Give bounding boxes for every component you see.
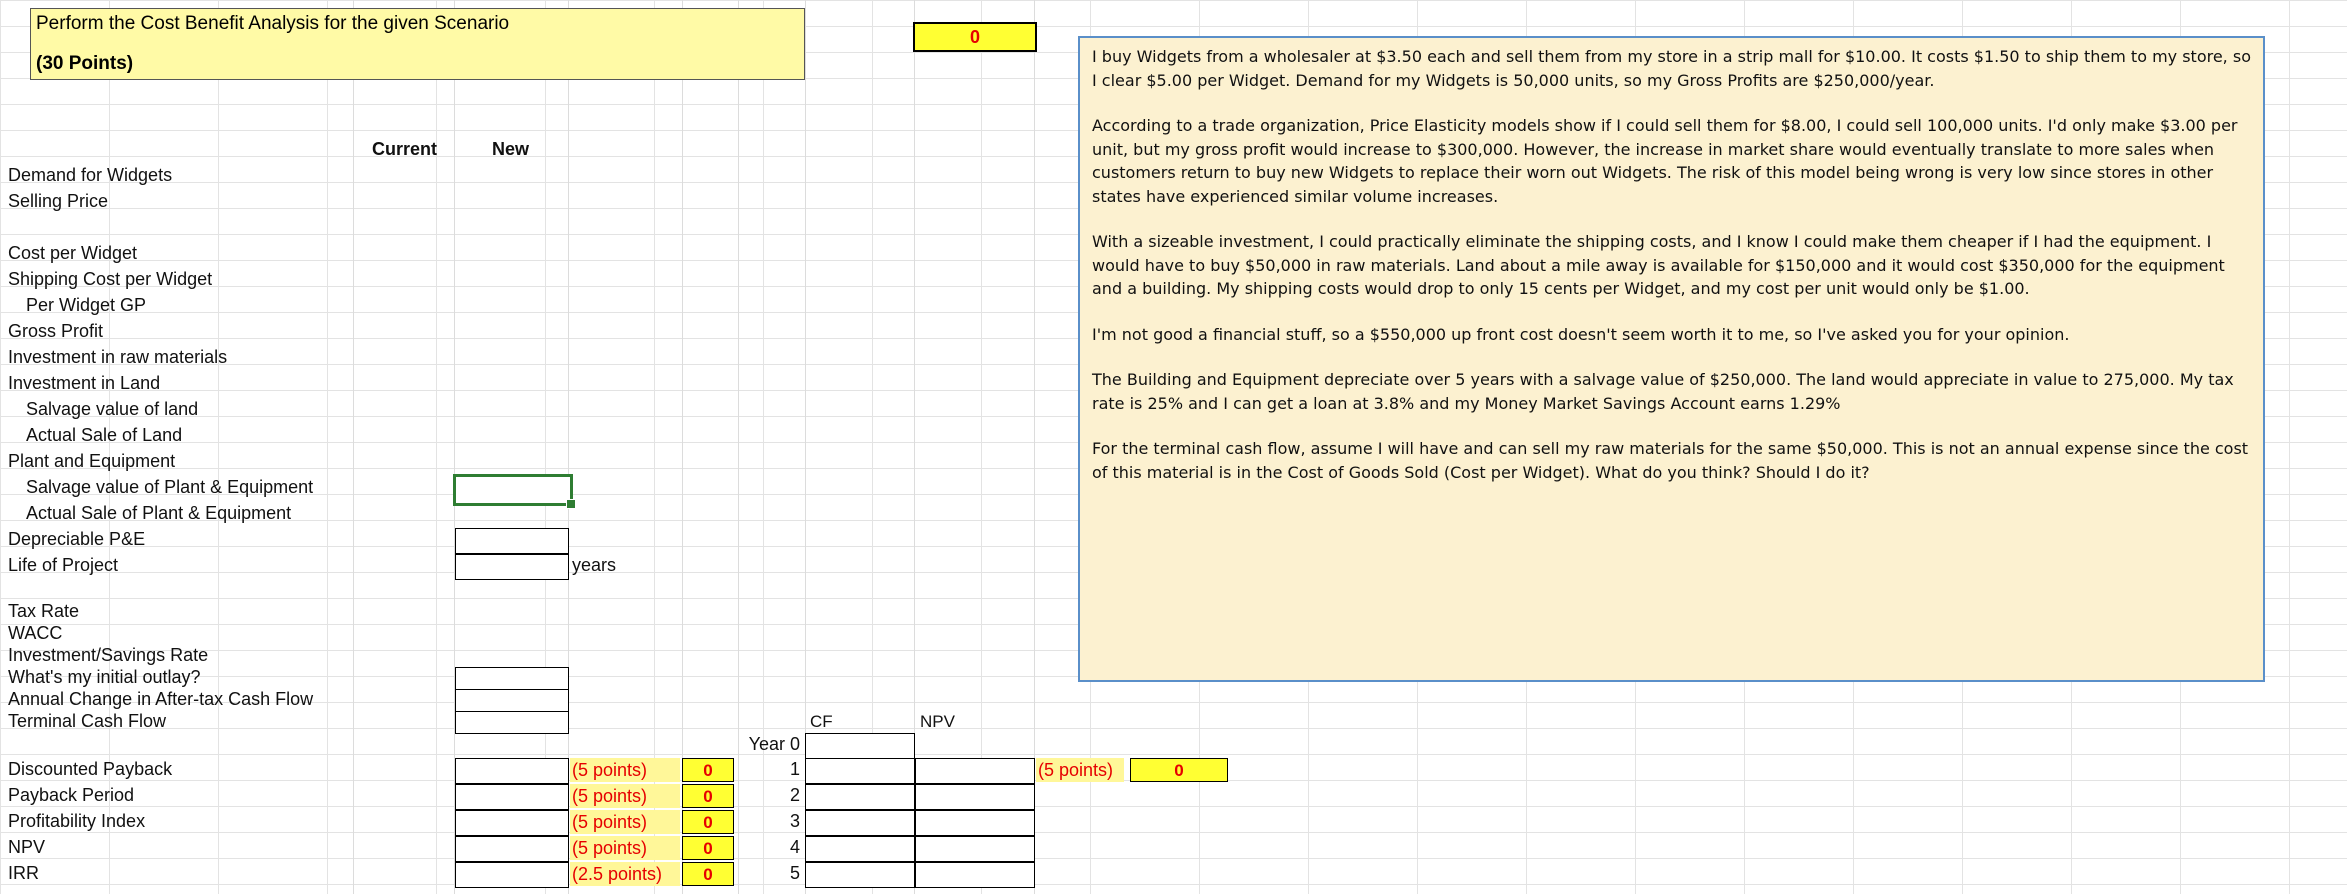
scenario-paragraph: For the terminal cash flow, assume I will have and can sell my raw materials for the same $50,000. This is not an annual expense since the cost of this material is in the Cost of Goods Sold (Cost per Widget). What do you think? Should I do it? [1092,439,2249,482]
metric-points-label: (5 points) [570,810,680,834]
input-cell-initial-outlay[interactable] [455,667,569,690]
scenario-text-box[interactable] [1078,36,2265,682]
year-number: 3 [789,811,800,831]
year-number: 4 [789,837,800,857]
total-score-cell[interactable]: 0 [913,22,1037,52]
years-unit-label: years [572,555,617,575]
input-cell-annual-change[interactable] [455,689,569,712]
metric-points-label: (5 points) [570,758,680,782]
column-header-current: Current [372,139,438,159]
metric-label[interactable]: Discounted Payback [8,759,173,779]
scenario-paragraph: I buy Widgets from a wholesaler at $3.50 each and sell them from my store in a strip mall for $10.00. It costs $1.50 to ship them to my store, so I clear $5.00 per Widget. Demand for my Widgets is 50,000 units, so my Gross Profits are $250,000/year. [1092,47,2251,90]
row-label-investment-raw[interactable]: Investment in raw materials [8,347,228,367]
year-number: 5 [789,863,800,883]
metric-score-cell[interactable]: 0 [682,836,734,860]
row-label-tax-rate[interactable]: Tax Rate [8,601,80,621]
year-number: 2 [789,785,800,805]
cf-cell[interactable] [805,810,915,836]
fill-handle[interactable] [566,499,576,509]
row-label-annual-change[interactable]: Annual Change in After-tax Cash Flow [8,689,314,709]
row-label-salvage-land[interactable]: Salvage value of land [26,399,199,419]
npv-cell[interactable] [915,784,1035,810]
column-header-new: New [492,139,530,159]
row-label-gross-profit[interactable]: Gross Profit [8,321,104,341]
metric-input-cell[interactable] [455,784,569,810]
metric-score-cell[interactable]: 0 [682,862,734,886]
npv-cell[interactable] [915,758,1035,784]
row-label-cost-per-widget[interactable]: Cost per Widget [8,243,138,263]
row-label-terminal-cf[interactable]: Terminal Cash Flow [8,711,167,731]
grid-line [738,0,739,894]
selected-cell[interactable] [453,474,573,506]
metric-score-cell[interactable]: 0 [682,810,734,834]
metric-label[interactable]: Payback Period [8,785,135,805]
npv-cell[interactable] [915,862,1035,888]
input-cell-depreciable-pe[interactable] [455,528,569,554]
grid-line [353,0,354,894]
scenario-paragraph: I'm not good a financial stuff, so a $550,000 up front cost doesn't seem worth it to me, so I've asked you for your opinion. [1092,324,2070,344]
row-label-investment-land[interactable]: Investment in Land [8,373,161,393]
metric-score-cell[interactable]: 0 [682,784,734,808]
input-cell-life-project[interactable] [455,554,569,580]
title-text: Perform the Cost Benefit Analysis for the given Scenario [36,13,510,34]
metric-label[interactable]: IRR [8,863,39,883]
scenario-paragraph: According to a trade organization, Price Elasticity models show if I could sell them for $8.00, I could sell 100,000 units. I'd only make $3.00 per unit, but my gross profit would increase to $300,000. However, the increase in market share would eventually translate to more sales when customers return to buy new Widgets to replace their worn out Widgets. The risk of this model being wrong is very low since stores in other states have experienced similar volume increases. [1092,116,2238,206]
row-label-salvage-pe[interactable]: Salvage value of Plant & Equipment [26,477,314,497]
metric-label[interactable]: NPV [8,837,46,857]
year-0-label: Year 0 [748,734,800,754]
year-number: 1 [789,759,800,779]
metric-label[interactable]: Profitability Index [8,811,146,831]
metric-points-label: (2.5 points) [570,862,680,886]
cf-cell-year-0[interactable] [805,733,915,759]
scenario-paragraph: With a sizeable investment, I could practically eliminate the shipping costs, and I know I could make them cheaper if I had the equipment. I would have to buy $50,000 in raw materials. Land about a mile away is available for $150,000 and it would cost $350,000 for the equipment and a building. My shipping costs would drop to only 15 cents per Widget, and my cost per unit would only be $1.00. [1092,232,2225,298]
metric-input-cell[interactable] [455,862,569,888]
cf-cell[interactable] [805,836,915,862]
row-label-life-project[interactable]: Life of Project [8,555,119,575]
cf-header: CF [810,712,833,731]
row-label-wacc[interactable]: WACC [8,623,63,643]
npv-cell[interactable] [915,836,1035,862]
points-text: (30 Points) [36,53,134,74]
side-score-cell[interactable]: 0 [1130,758,1228,782]
npv-cell[interactable] [915,810,1035,836]
metric-points-label: (5 points) [570,836,680,860]
row-label-selling-price[interactable]: Selling Price [8,191,109,211]
metric-input-cell[interactable] [455,810,569,836]
title-box[interactable] [30,8,805,80]
metric-points-label: (5 points) [570,784,680,808]
side-points-label: (5 points) [1036,758,1124,782]
row-label-depreciable-pe[interactable]: Depreciable P&E [8,529,146,549]
row-label-demand[interactable]: Demand for Widgets [8,165,173,185]
npv-header: NPV [920,712,955,731]
row-label-actual-sale-pe[interactable]: Actual Sale of Plant & Equipment [26,503,292,523]
row-label-per-widget-gp[interactable]: Per Widget GP [26,295,147,315]
row-label-actual-sale-land[interactable]: Actual Sale of Land [26,425,183,445]
cf-cell[interactable] [805,862,915,888]
metric-input-cell[interactable] [455,758,569,784]
input-cell-terminal-cf[interactable] [455,711,569,734]
row-label-shipping-cost[interactable]: Shipping Cost per Widget [8,269,213,289]
cf-cell[interactable] [805,758,915,784]
cf-cell[interactable] [805,784,915,810]
scenario-paragraph: The Building and Equipment depreciate over 5 years with a salvage value of $250,000. The land would appreciate in value to 275,000. My tax rate is 25% and I can get a loan at 3.8% and my Money Market Savings Account earns 1.29% [1092,370,2234,413]
row-label-plant-equipment[interactable]: Plant and Equipment [8,451,176,471]
row-label-investment-savings-rate[interactable]: Investment/Savings Rate [8,645,209,665]
metric-score-cell[interactable]: 0 [682,758,734,782]
metric-input-cell[interactable] [455,836,569,862]
row-label-initial-outlay[interactable]: What's my initial outlay? [8,667,201,687]
